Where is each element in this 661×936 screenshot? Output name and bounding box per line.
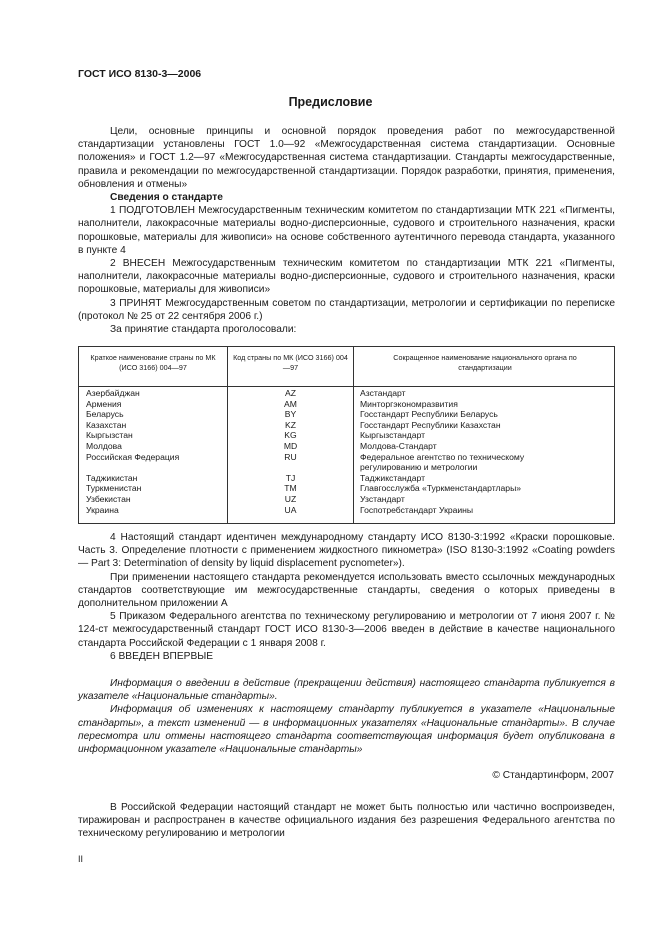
item-4-paragraph: 4 Настоящий стандарт идентичен международному стандарту ИСО 8130-3:1992 «Краски порошковые. Часть 3. Определение плотности с применением жидкостного пикнометра» (ISO 8130-3:1992 «Coating powders — Part 3: Determination of density by liquid displacement pycnometer»). [78, 532, 615, 570]
voting-table [78, 346, 615, 524]
table-cell [228, 462, 353, 473]
table-cell: TM [284, 483, 297, 494]
about-heading: Сведения о стандарте [110, 192, 223, 204]
table-cell: Азстандарт [360, 388, 406, 398]
table-cell: KZ [285, 419, 296, 430]
item-4b-paragraph: При применении настоящего стандарта рекомендуется использовать вместо ссылочных международных стандартов соответствующие им межгосударственные стандарты, сведения о которых приведены в дополнительном приложении А [78, 571, 615, 610]
table-cell: Молдова-Стандарт [360, 440, 437, 451]
table-cell: Армения [86, 398, 122, 409]
notice-block [78, 677, 615, 756]
table-cell: Таджикстандарт [360, 472, 426, 483]
table-cell: Украина [86, 504, 119, 515]
item-6-paragraph: 6 ВВЕДЕН ВПЕРВЫЕ [110, 650, 214, 662]
page-title: Предисловие [288, 95, 373, 109]
table-cell: AM [284, 398, 297, 409]
page-number: II [78, 854, 84, 864]
table-cell: Беларусь [86, 409, 124, 420]
table-cell: Молдова [86, 440, 122, 451]
table-cell: Госстандарт Республики Беларусь [360, 409, 498, 420]
item-5-paragraph: 5 Приказом Федерального агентства по техническому регулированию и метрологии от 7 июня 2007 г. № 124-ст межгосударственный стандарт ГОСТ ИСО 8130-3—2006 введен в действие в качестве национального стандарта Российской Федерации с 1 января 2008 г. [78, 611, 615, 649]
table-cell: Узстандарт [360, 493, 405, 504]
table-cell: Кыргызстандарт [360, 430, 426, 441]
table-cell [86, 462, 226, 473]
table-cell: Кыргызстан [86, 430, 133, 441]
table-cell: UZ [284, 493, 297, 504]
preface-block [78, 125, 615, 336]
table-cell: TJ [285, 472, 296, 483]
item-3-paragraph: 3 ПРИНЯТ Межгосударственным советом по стандартизации, метрологии и сертификации по переписке (протокол № 25 от 22 сентября 2006 г.) [78, 297, 615, 322]
legal-block [78, 801, 615, 841]
copyright: © Стандартинформ, 2007 [492, 770, 614, 781]
table-cell: Федеральное агентство по техническому [360, 451, 525, 462]
th-code: Код страны по МК (ИСО 3166) 004—97 [233, 353, 348, 372]
table-cell: Главгосслужба «Туркменстандартлары» [360, 483, 522, 494]
table-cell: Казахстан [86, 419, 127, 430]
table-cell: Минторгэкономразвития [360, 398, 458, 409]
standard-info-block [78, 531, 615, 663]
table-cell: Азербайджан [86, 388, 140, 398]
notice-2-paragraph: Информация об изменениях к настоящему стандарту публикуется в указателе «Национальные стандарты», а текст изменений — в информационных указателях «Национальные стандарты». В случае пересмотра или отмены настоящего стандарта соответствующая информация будет опубликована в информационном указателе «Национальные стандарты» [78, 704, 615, 756]
table-cell: KG [284, 430, 297, 441]
table-cell: UA [284, 504, 297, 515]
notice-1-paragraph: Информация о введении в действие (прекращении действия) настоящего стандарта публикуется в указателе «Национальные стандарты». [78, 678, 615, 703]
table-cell: Узбекистан [86, 493, 131, 504]
doc-code-header: ГОСТ ИСО 8130-3—2006 [78, 68, 202, 80]
table-cell: Российская Федерация [86, 451, 180, 462]
code-column [228, 388, 353, 515]
item-1-paragraph: 1 ПОДГОТОВЛЕН Межгосударственным техническим комитетом по стандартизации МТК 221 «Пигменты, наполнители, лакокрасочные материалы водно-дисперсионные, судового и строительного назначения, краски порошковые, материалы для живописи» на основе собственного аутентичного перевода стандарта, указанного в пункте 4 [78, 205, 615, 256]
th-country: Краткое наименование страны по МК (ИСО 3166) 004—97 [90, 353, 216, 372]
table-cell: Госпотребстандарт Украины [360, 504, 474, 515]
country-column [86, 388, 226, 515]
item-2-paragraph: 2 ВНЕСЕН Межгосударственным техническим комитетом по стандартизации МТК 221 «Пигменты, наполнители, лакокрасочные материалы водно-дисперсионные, судового и строительного назначения, краски порошковые, материалы для живописи» [78, 258, 615, 296]
th-org: Сокращенное наименование национального органа по стандартизации [393, 353, 577, 372]
voted-paragraph: За принятие стандарта проголосовали: [110, 324, 297, 336]
table-cell: регулированию и метрологии [360, 462, 478, 473]
table-cell: MD [283, 440, 298, 451]
org-column [360, 388, 612, 515]
table-cell: Таджикистан [86, 472, 138, 483]
legal-paragraph: В Российской Федерации настоящий стандарт не может быть полностью или частично воспроизведен, тиражирован и распространен в качестве официального издания без разрешения Федерального агентства по техническому регулированию и метрологии [78, 802, 615, 840]
intro-paragraph: Цели, основные принципы и основной порядок проведения работ по межгосударственной стандартизации установлены ГОСТ 1.0—92 «Межгосударственная система стандартизации. Основные положения» и ГОСТ 1.2—97 «Межгосударственная система стандартизации. Стандарты межгосударственные, правила и рекомендации по межгосударственной стандартизации. Порядок разработки, принятия, применения, обновления и отмены» [78, 126, 615, 190]
table-cell: AZ [285, 388, 296, 398]
table-cell: Туркменистан [86, 483, 142, 494]
table-cell: BY [284, 409, 297, 420]
table-divider [353, 347, 354, 523]
table-cell: RU [284, 451, 297, 462]
table-header-divider [79, 386, 614, 387]
table-cell: Госстандарт Республики Казахстан [360, 419, 501, 430]
